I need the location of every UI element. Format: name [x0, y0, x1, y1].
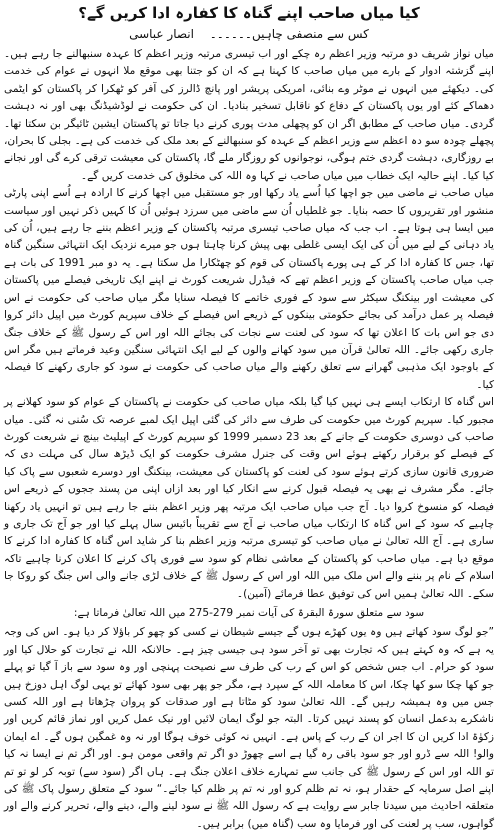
paragraph-3: اس گناہ کا ارتکاب ایسے ہی نہیں کیا گیا بلکہ میاں صاحب کی حکومت نے پاکستان کے عوام کو سود کھلانے پر مجبور کیا۔ سپریم کورٹ میں حکومت کی طرف سے دائر کی گئی اپیل ایک لمبے عرصہ تک سُنی نہ گئی۔ میاں صاحب کی دوسری حکومت کے جانے کے بعد 23 دسمبر 1999 کو سپریم کورٹ کے اپیلیٹ بینچ نے شریعت کورٹ کے فیصلے کو برقرار رکھتے ہوئے اس وقت کی جنرل مشرف حکومت کو ایک ڈیڑھ سال کی مہلت دی کہ ضروری قانون سازی کرتے ہوئے سود کی لعنت کو پاکستان کی معیشت، بینکنگ اور دوسرے شعبوں سے پاک کیا جائے۔ مگر مشرف نے بھی یہ فیصلہ قبول کرنے سے انکار کیا اور بعد ازاں اپنی من پسند ججوں کے ذریعے اس فیصلہ کو منسوخ کروا دیا۔ آج جب میاں صاحب ایک مرتبہ پھر وزیر اعظم بننے جا رہے ہیں تو انہیں یاد رکھنا چاہیے کہ سود کے اس گناہ کا ارتکاب میاں صاحب نے آج سے تقریباً بائیس سال پہلے کیا اور جو آج تک جاری و ساری ہے۔ آج اللہ تعالیٰ نے میاں صاحب کو تیسری مرتبہ وزیر اعظم بنا کر شاید اس گناہ کا کفارہ ادا کرنے کا موقع دیا ہے۔ میاں صاحب کو پاکستان کے معاشی نظام کو سود سے فوری پاک کرنے کا اعلان کرنا چاہیے تاکہ اسلام کے نام پر بننے والے اس ملک میں اللہ اور اس کے رسول ﷺ کے خلاف لڑی جانے والی اس جنگ کو روکا جا سکے۔ اللہ تعالیٰ ہمیں اس کی توفیق عطا فرمائے (آمین)۔ — [4, 396, 494, 600]
author-name: انصار عباسی — [129, 27, 194, 41]
paragraph-2: میاں صاحب نے ماضی میں جو اچھا کیا اُسے یاد رکھا اور جو مستقبل میں اچھا کرنے کا ارادہ ہے اُسے اپنی پارٹی منشور اور تقریروں کا حصہ بنایا۔ جو غلطیاں اُن سے ماضی میں سرزد ہوئیں اُن کا کہیں ذکر نہیں اور سیاست میں ایسا ہی ہوتا ہے۔ اب جب کہ میاں صاحب تیسری مرتبہ پاکستان کے وزیر اعظم بننے جا رہے ہیں، اُن کی یاد دہانی کے لیے میں اُن کی ایک ایسی غلطی بھی پیش کرنا چاہتا ہوں جو میرے نزدیک ایک انتہائی سنگین گناہ تھا، جس کا کفارہ ادا کر کے ہی پورے پاکستان کی قوم کو چھٹکارا مل سکتا ہے۔ یہ دو مبر 1991 کی بات ہے جب میاں صاحب پاکستان کے وزیر اعظم تھے کہ فیڈرل شریعت کورٹ نے اپنے ایک تاریخی فیصلے میں پاکستان کی معیشت اور بینکنگ سیکٹر سے سود کے فوری خاتمے کا فیصلہ سنایا مگر میاں صاحب کی حکومت نے اس فیصلہ پر عمل درآمد کی بجائے حکومتی بینکوں کے ذریعے اس فیصلے کے خلاف سپریم کورٹ میں اپیل دائر کروا دی جو اس بات کا اعلان تھا کہ سود کی لعنت سے نجات کی بجائے اللہ اور اس کے رسول ﷺ کے خلاف جنگ جاری رکھی جائے۔ اللہ تعالیٰ قرآن میں سود کھانے والوں کے لیے ایک انتہائی سنگین وعید فرماتے ہیں مگر اس کے باوجود ایک مذہبی گھرانے سے تعلق رکھنے والے میاں صاحب کی حکومت نے سود کو جاری رکھنے کا فیصلہ کیا۔ — [4, 187, 494, 391]
quran-quote: ”جو لوگ سود کھاتے ہیں وہ یوں کھڑے ہوں گے جیسے شیطان نے کسی کو چھو کر باؤلا کر دیا ہو۔ اس کی وجہ یہ ہے کہ وہ کہتے ہیں کہ تجارت بھی تو آخر سود ہی جیسی چیز ہے۔ حالانکہ اللہ نے تجارت کو حلال کیا اور سود کو حرام۔ اب جس شخص کو اس کے رب کی طرف سے نصیحت پہنچی اور وہ سود سے باز آ گیا تو پہلے جو کھا چکا سو کھا چکا، اس کا معاملہ اللہ کے سپرد ہے، مگر جو پھر بھی سود کھائے تو یہی لوگ اہل دوزخ ہیں جس میں وہ ہمیشہ رہیں گے۔ اللہ تعالیٰ سود کو مٹاتا ہے اور صدقات کو پروان چڑھاتا ہے اور اللہ کسی ناشکرے بدعمل انسان کو پسند نہیں کرتا۔ البتہ جو لوگ ایمان لائیں اور نیک عمل کریں اور نماز قائم کریں اور زکوٰۃ ادا کریں ان کا اجر ان کے رب کے پاس ہے۔ انہیں نہ کوئی خوف ہوگا اور نہ وہ غمگین ہوں گے۔ اے ایمان والو! اللہ سے ڈرو اور جو سود باقی رہ گیا ہے اسے چھوڑ دو اگر تم واقعی مومن ہو۔ اور اگر تم نے ایسا نہ کیا تو اللہ اور اس کے رسول ﷺ کی جانب سے تمہارے خلاف اعلان جنگ ہے۔ ہاں اگر (سود سے) توبہ کر لو تو تم اپنے اصل سرمایہ کے حقدار ہو، نہ تم ظلم کرو اور نہ تم پر ظلم کیا جائے۔“ سود کے متعلق رسول پاک ﷺ کی متعلقہ احادیث میں سیدنا جابر سے روایت ہے کہ رسول اللہ ﷺ نے سود لینے والے، دینے والے، تحریر کرنے والے اور گواہوں، سب پر لعنت کی اور فرمایا وہ سب (گناہ میں) برابر ہیں۔ — [4, 626, 494, 830]
paragraph-1: میاں نواز شریف دو مرتبہ وزیر اعظم رہ چکے اور اب تیسری مرتبہ وزیر اعظم کا عہدہ سنبھالنے جا رہے ہیں۔ اپنے گزشتہ ادوار کے بارے میں میاں صاحب کا کہنا ہے کہ ان کو جتنا بھی موقع ملا انہوں نے عوام کی خدمت کی۔ دیکھئے میں انہوں نے موٹر وے بنائی، امریکی پریشر اور پانچ ڈالرز کی آفر کو ٹھکرا کر پاکستان کو ایٹمی دھماکے کئے اور یوں پاکستان کے دفاع کو ناقابل تسخیر بنادیا۔ ان کی حکومت نے لوڈشیڈنگ بھی اور نہ دہشت گردی۔ میاں صاحب کے مطابق اگر ان کو پچھلی مدت پوری کرنے دیا جاتا تو پاکستان ایشین ٹائیگر بن سکتا تھا۔ پچھلے چودہ سو دہ اعظم سے وزیر اعظم کے عہدہ کو سنبھالنے کے بعد ملک کی خدمت کی ہے۔ بجلی کا بحران، بے روزگاری، دہشت گردی ختم ہوگی، نوجوانوں کو روزگار ملے گا، پاکستان کی معیشت ترقی کرے گی اور نجانے کیا کیا۔ اپنے حالیہ ایک خطاب میں میاں صاحب نے کہا وہ اللہ کی مخلوق کی خدمت کریں گے۔ — [4, 48, 494, 182]
column-subtitle: کس سے منصفی چاہیں۔۔۔۔۔۔ — [209, 27, 369, 41]
article — [4, 0, 494, 830]
article-title: کیا میاں صاحب اپنے گناہ کا کفارہ ادا کریں گے؟ — [78, 4, 420, 22]
byline — [4, 24, 494, 44]
quote-intro: سود سے متعلق سورۃ البقرۃ کی آیات نمبر 279-275 میں اللہ تعالیٰ فرماتا ہے: — [73, 607, 425, 619]
